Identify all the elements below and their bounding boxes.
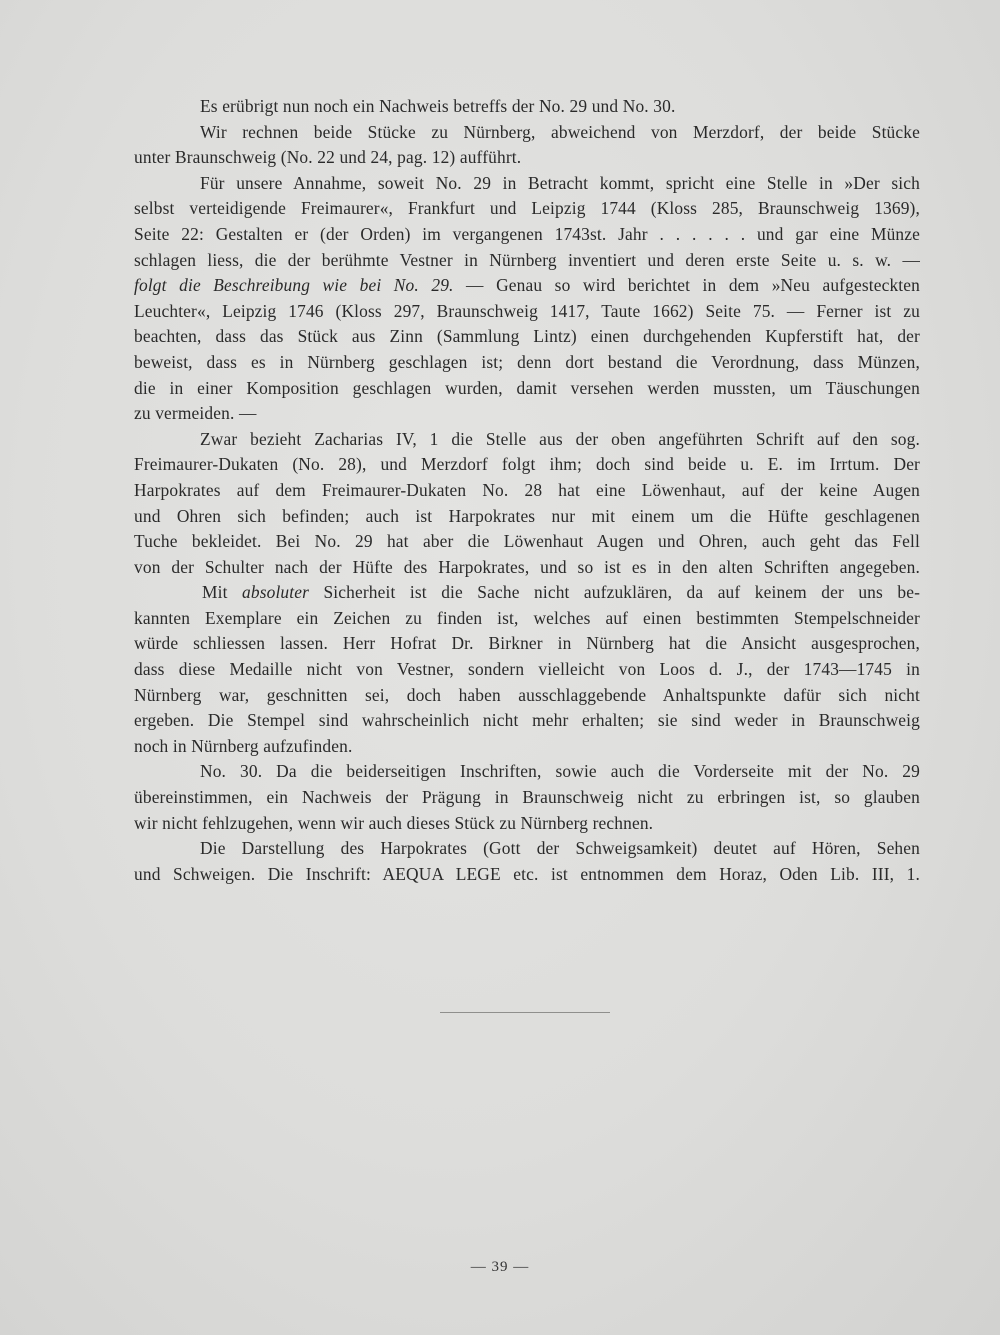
- text-line: die in einer Komposition geschlagen wurden, damit versehen werden mussten, um Täuschungen: [134, 377, 920, 398]
- text-line: No. 30. Da die beiderseitigen Inschriften, sowie auch die Vorderseite mit der No. 29: [200, 761, 920, 782]
- text-line-mixed: [134, 273, 920, 299]
- text-fragment: — Genau so wird berichtet in dem »Neu aufgesteckten: [466, 275, 921, 296]
- text-line: wir nicht fehlzugehen, wenn wir auch dieses Stück zu Nürnberg rechnen.: [134, 812, 654, 833]
- text-line: schlagen liess, die der berühmte Vestner in Nürnberg inventiert und deren erste Seite u. s. w. —: [134, 249, 920, 270]
- page-number: — 39 —: [470, 1259, 530, 1275]
- text-line: von der Schulter nach der Hüfte des Harpokrates, und so ist es in den alten Schriften angegeben.: [134, 556, 920, 577]
- text-line: Seite 22: Gestalten er (der Orden) im vergangenen 1743st. Jahr . . . . . . und gar eine Münze: [134, 223, 920, 244]
- text-line: noch in Nürnberg aufzufinden.: [134, 735, 353, 756]
- body-text: [134, 94, 920, 887]
- text-line-mixed: [134, 580, 920, 606]
- text-fragment: Sicherheit ist die Sache nicht aufzuklären, da auf keinem der uns be-: [323, 582, 921, 603]
- text-line: dass diese Medaille nicht von Vestner, sondern vielleicht von Loos d. J., der 1743—1745 in: [134, 659, 920, 680]
- text-line: ergeben. Die Stempel sind wahrscheinlich nicht mehr erhalten; sie sind weder in Braunschweig: [134, 710, 920, 731]
- text-line: Wir rechnen beide Stücke zu Nürnberg, abweichend von Merzdorf, der beide Stücke: [200, 121, 920, 142]
- text-line: Leuchter«, Leipzig 1746 (Kloss 297, Braunschweig 1417, Taute 1662) Seite 75. — Ferner ist zu: [134, 300, 920, 321]
- text-line: Harpokrates auf dem Freimaurer-Dukaten No. 28 hat eine Löwenhaut, auf der keine Augen: [134, 479, 920, 500]
- text-line: Zwar bezieht Zacharias IV, 1 die Stelle aus der oben angeführten Schrift auf den sog.: [200, 428, 920, 449]
- text-line: kannten Exemplare ein Zeichen zu finden ist, welches auf einen bestimmten Stempelschneider: [134, 607, 920, 628]
- text-line: beweist, dass es in Nürnberg geschlagen ist; denn dort bestand die Verordnung, dass Münzen,: [134, 351, 920, 372]
- italic-phrase: folgt die Beschreibung wie bei No. 29.: [134, 275, 454, 296]
- text-line: Freimaurer-Dukaten (No. 28), und Merzdorf folgt ihm; doch sind beide u. E. im Irrtum. Der: [134, 454, 920, 475]
- text-line: und Schweigen. Die Inschrift: AEQUA LEGE etc. ist entnommen dem Horaz, Oden Lib. III, 1.: [134, 863, 920, 884]
- italic-word: absoluter: [242, 582, 310, 603]
- text-line: unter Braunschweig (No. 22 und 24, pag. 12) aufführt.: [134, 147, 522, 168]
- text-line: Für unsere Annahme, soweit No. 29 in Betracht kommt, spricht eine Stelle in »Der sich: [200, 172, 920, 193]
- text-line: würde schliessen lassen. Herr Hofrat Dr. Birkner in Nürnberg hat die Ansicht ausgesprochen,: [134, 633, 920, 654]
- text-line: und Ohren sich befinden; auch ist Harpokrates nur mit einem um die Hüfte geschlagenen: [134, 505, 920, 526]
- text-line: Es erübrigt nun noch ein Nachweis betreffs der No. 29 und No. 30.: [200, 96, 676, 116]
- text-line: zu vermeiden. —: [134, 403, 257, 424]
- text-line: Tuche bekleidet. Bei No. 29 hat aber die Löwenhaut Augen und Ohren, auch geht das Fell: [134, 531, 920, 552]
- text-line: übereinstimmen, ein Nachweis der Prägung in Braunschweig nicht zu erbringen ist, so glauben: [134, 787, 920, 808]
- text-line: Die Darstellung des Harpokrates (Gott der Schweigsamkeit) deutet auf Hören, Sehen: [200, 838, 920, 859]
- text-line: beachten, dass das Stück aus Zinn (Sammlung Lintz) einen durchgehenden Kupferstift hat, der: [134, 326, 920, 347]
- section-divider: [440, 1012, 610, 1013]
- text-fragment: Mit: [202, 582, 228, 603]
- text-line: selbst verteidigende Freimaurer«, Frankfurt und Leipzig 1744 (Kloss 285, Braunschweig 1369),: [134, 198, 920, 219]
- text-line: Nürnberg war, geschnitten sei, doch haben ausschlaggebende Anhaltspunkte dafür sich nicht: [134, 684, 920, 705]
